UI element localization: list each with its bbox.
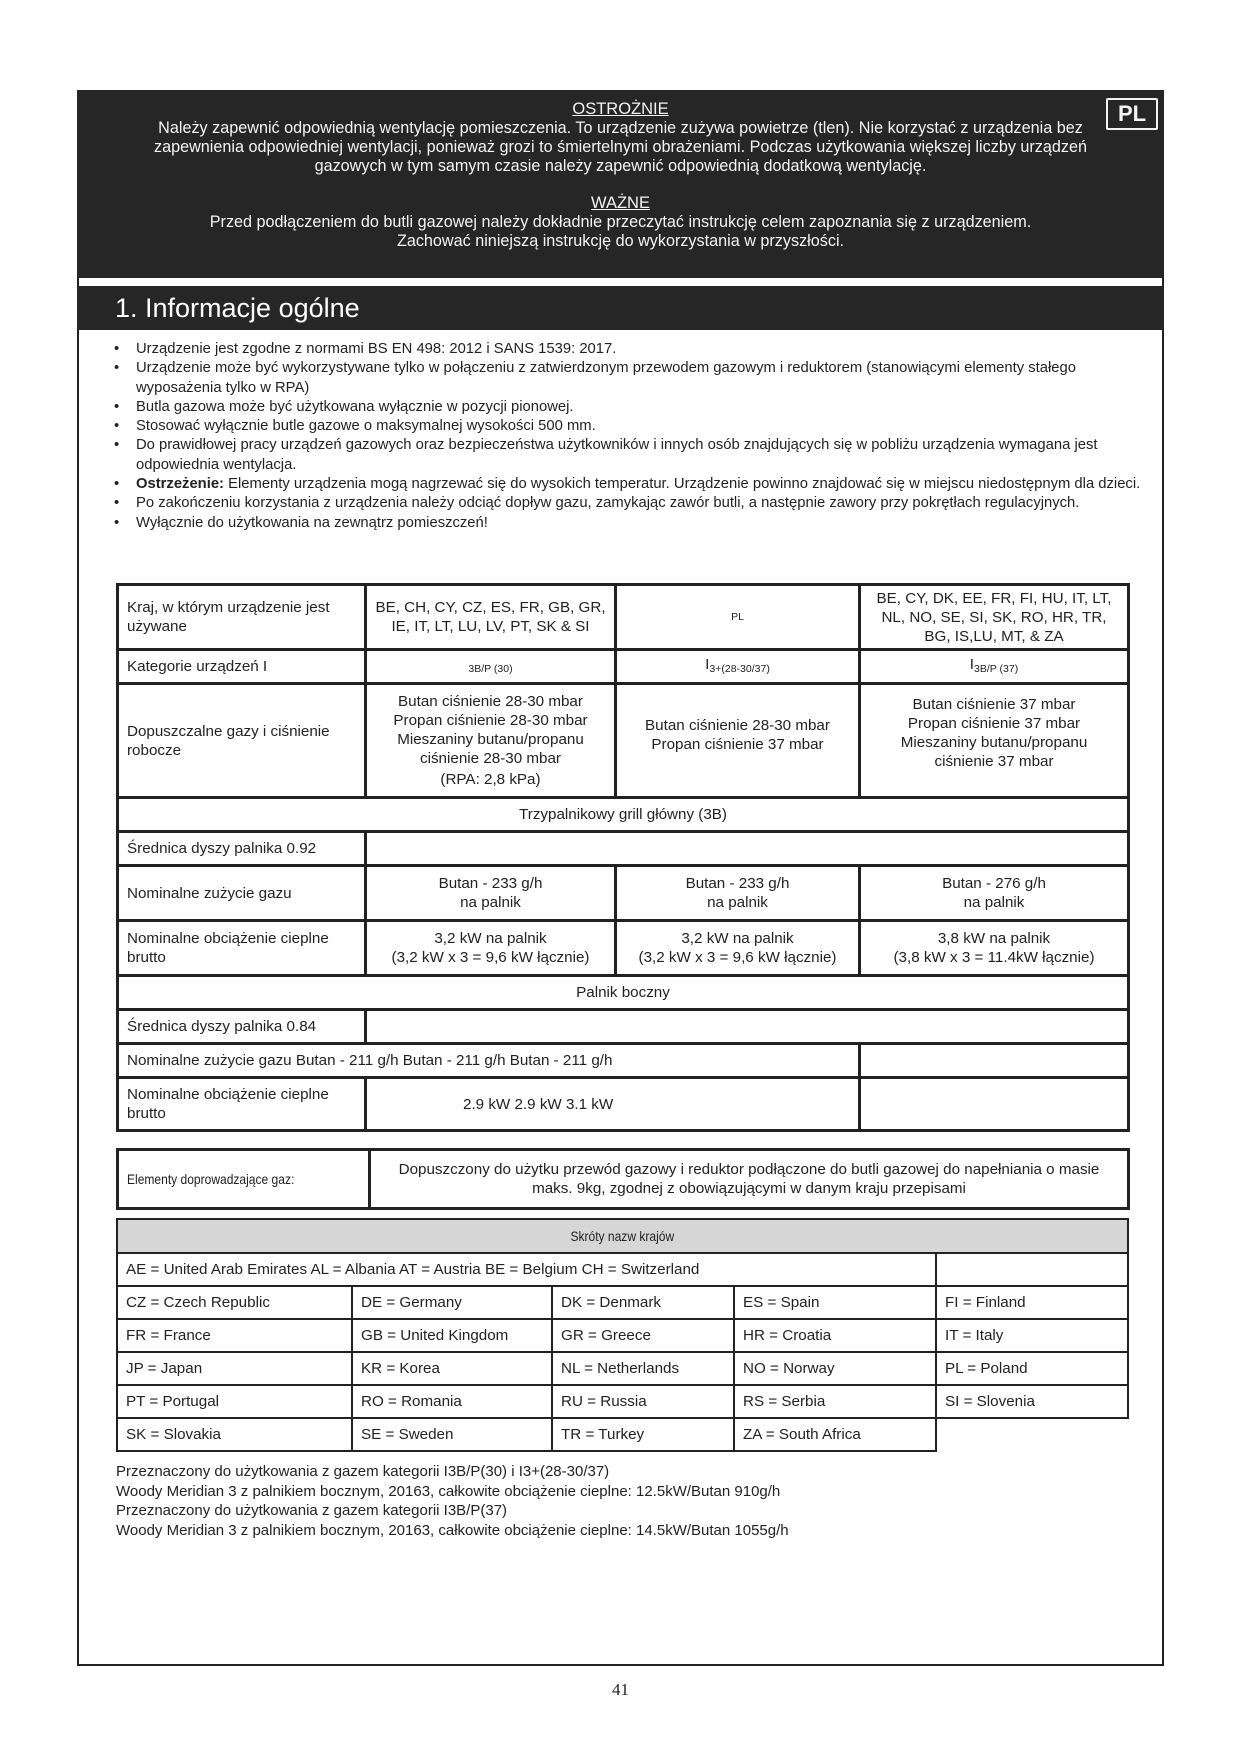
- country-code-cell: ZA = South Africa: [734, 1418, 936, 1451]
- general-info-list: [112, 340, 1152, 533]
- country-codes-table: [116, 1218, 1129, 1452]
- main-nozzle-label: Średnica dyszy palnika 0.92: [118, 832, 366, 866]
- gas-feed-table: [116, 1148, 1130, 1210]
- caution-line: gazowych w tym samym czasie należy zapewnić odpowiednią dodatkową wentylację.: [314, 157, 927, 175]
- footer-note: Przeznaczony do użytkowania z gazem kategorii I3B/P(30) i I3+(28-30/37): [116, 1463, 610, 1480]
- footer-note: Woody Meridian 3 z palnikiem bocznym, 20163, całkowite obciążenie cieplne: 14.5kW/Butan 1055g/h: [116, 1521, 789, 1539]
- country-code-cell: CZ = Czech Republic: [117, 1286, 352, 1319]
- caution-line: Należy zapewnić odpowiednią wentylację pomieszczenia. To urządzenie zużywa powietrze (tlen). Nie korzystać z urządzenia bez: [158, 119, 1083, 137]
- empty-cell: [366, 1010, 1129, 1044]
- list-item: • Ostrzeżenie: Elementy urządzenia mogą nagrzewać się do wysokich temperatur. Urządzenie powinno znajdować się w miejscu niedostępnym dla dzieci.: [112, 475, 1152, 494]
- country-cell: BE, CY, DK, EE, FR, FI, HU, IT, LT, NL, NO, SE, SI, SK, RO, HR, TR, BG, IS,LU, MT, & ZA: [860, 585, 1129, 650]
- page-number: 41: [612, 1680, 629, 1699]
- side-heat-values: 2.9 kW 2.9 kW 3.1 kW: [366, 1078, 860, 1131]
- country-code-cell: JP = Japan: [117, 1352, 352, 1385]
- country-code-cell: RO = Romania: [352, 1385, 552, 1418]
- country-code-cell: DK = Denmark: [552, 1286, 734, 1319]
- category-cell: 3B/P (30): [366, 650, 616, 684]
- important-line: Zachować niniejszą instrukcję do wykorzystania w przyszłości.: [396, 232, 845, 250]
- side-heat-label: Nominalne obciążenie cieplne brutto: [118, 1078, 366, 1131]
- country-code-cell: TR = Turkey: [552, 1418, 734, 1451]
- empty-cell: [366, 832, 1129, 866]
- country-code-cell: FR = France: [117, 1319, 352, 1352]
- consumption-cell: Butan - 276 g/h na palnik: [860, 866, 1129, 921]
- country-code-cell: NL = Netherlands: [552, 1352, 734, 1385]
- heat-cell: 3,2 kW na palnik (3,2 kW x 3 = 9,6 kW łącznie): [616, 921, 860, 976]
- country-code-cell: GR = Greece: [552, 1319, 734, 1352]
- category-cell: $I_{3+(28-30/37)}$: [616, 650, 860, 684]
- gases-cell: Butan ciśnienie 37 mbar Propan ciśnienie 37 mbar Mieszaniny butanu/propanu ciśnienie 37 mbar: [860, 684, 1129, 798]
- empty-cell: [860, 1044, 1129, 1078]
- country-codes-title: Skróty nazw krajów: [117, 1219, 1128, 1253]
- consumption-cell: Butan - 233 g/h na palnik: [616, 866, 860, 921]
- country-code-cell: FI = Finland: [936, 1286, 1128, 1319]
- side-nozzle-label: Średnica dyszy palnika 0.84: [118, 1010, 366, 1044]
- country-code-cell: HR = Croatia: [734, 1319, 936, 1352]
- list-item: • Wyłącznie do użytkowania na zewnątrz pomieszczeń!: [112, 514, 1152, 533]
- country-code-cell: SI = Slovenia: [936, 1385, 1128, 1418]
- consumption-label: Nominalne zużycie gazu: [118, 866, 366, 921]
- list-item: • Butla gazowa może być użytkowana wyłącznie w pozycji pionowej.: [112, 398, 1152, 417]
- heat-cell: 3,2 kW na palnik (3,2 kW x 3 = 9,6 kW łącznie): [366, 921, 616, 976]
- main-grill-title: Trzypalnikowy grill główny (3B): [118, 798, 1129, 832]
- list-item: • Stosować wyłącznie butle gazowe o maksymalnej wysokości 500 mm.: [112, 417, 1152, 436]
- country-cell: PL: [616, 585, 860, 650]
- consumption-cell: Butan - 233 g/h na palnik: [366, 866, 616, 921]
- country-code-cell: KR = Korea: [352, 1352, 552, 1385]
- caution-title: OSTROŻNIE: [572, 100, 669, 118]
- empty-cell: [936, 1253, 1128, 1286]
- heat-cell: 3,8 kW na palnik (3,8 kW x 3 = 11.4kW łącznie): [860, 921, 1129, 976]
- country-code-cell: PT = Portugal: [117, 1385, 352, 1418]
- country-code-cell: AE = United Arab Emirates AL = Albania AT = Austria BE = Belgium CH = Switzerland: [117, 1253, 936, 1286]
- country-code-cell: PL = Poland: [936, 1352, 1128, 1385]
- category-cell: $I_{3B/P (37)}$: [860, 650, 1129, 684]
- list-item: • Do prawidłowej pracy urządzeń gazowych oraz bezpieczeństwa użytkowników i innych osób znajdujących się w pobliżu urządzenia wymagana jest odpowiednia wentylacja.: [112, 436, 1152, 475]
- footer-note: Przeznaczony do użytkowania z gazem kategorii I3B/P(37): [116, 1502, 508, 1519]
- section-title: 1. Informacje ogólne: [77, 286, 1164, 330]
- warning-block: [77, 90, 1164, 278]
- country-code-cell: RS = Serbia: [734, 1385, 936, 1418]
- gas-feed-text: Dopuszczony do użytku przewód gazowy i reduktor podłączone do butli gazowej do napełniania o masie maks. 9kg, zgodnej z obowiązującymi w danym kraju przepisami: [370, 1150, 1129, 1209]
- important-title: WAŻNE: [591, 194, 650, 212]
- country-code-cell: NO = Norway: [734, 1352, 936, 1385]
- country-code-cell: ES = Spain: [734, 1286, 936, 1319]
- footer-notes: [116, 1462, 789, 1540]
- footer-note: Woody Meridian 3 z palnikiem bocznym, 20163, całkowite obciążenie cieplne: 12.5kW/Butan 910g/h: [116, 1482, 781, 1500]
- warning-label: Ostrzeżenie:: [136, 476, 224, 493]
- list-item: • Urządzenie może być wykorzystywane tylko w połączeniu z zatwierdzonym przewodem gazowym i reduktorem (stanowiącymi elementy stałego wyposażenia tylko w RPA): [112, 359, 1152, 398]
- empty-cell: [860, 1078, 1129, 1131]
- country-label: Kraj, w którym urządzenie jest używane: [118, 585, 366, 650]
- side-burner-title: Palnik boczny: [118, 976, 1129, 1010]
- gas-feed-label: Elementy doprowadzające gaz:: [118, 1150, 370, 1209]
- gases-cell: Butan ciśnienie 28-30 mbar Propan ciśnienie 28-30 mbar Mieszaniny butanu/propanu ciśnienie 28-30 mbar (RPA: 2,8 kPa): [366, 684, 616, 798]
- caution-line: zapewnienia odpowiedniej wentylacji, ponieważ grozi to śmiertelnymi obrażeniami. Podczas użytkowania większej liczby urządzeń: [153, 138, 1088, 156]
- gases-cell: Butan ciśnienie 28-30 mbar Propan ciśnienie 37 mbar: [616, 684, 860, 798]
- country-code-cell: IT = Italy: [936, 1319, 1128, 1352]
- category-label: Kategorie urządzeń I: [118, 650, 366, 684]
- country-code-cell: SK = Slovakia: [117, 1418, 352, 1451]
- country-code-cell: RU = Russia: [552, 1385, 734, 1418]
- spec-table: [116, 583, 1130, 1132]
- empty-cell: [936, 1418, 1128, 1451]
- important-line: Przed podłączeniem do butli gazowej należy dokładnie przeczytać instrukcję celem zapoznania się z urządzeniem.: [209, 213, 1032, 231]
- country-code-cell: GB = United Kingdom: [352, 1319, 552, 1352]
- country-code-cell: SE = Sweden: [352, 1418, 552, 1451]
- language-badge: PL: [1106, 98, 1158, 130]
- list-item: • Po zakończeniu korzystania z urządzenia należy odciąć dopływ gazu, zamykając zawór butli, a następnie zawory przy pokrętłach regulacyjnych.: [112, 494, 1152, 513]
- list-item: • Urządzenie jest zgodne z normami BS EN 498: 2012 i SANS 1539: 2017.: [112, 340, 1152, 359]
- heat-label: Nominalne obciążenie cieplne brutto: [118, 921, 366, 976]
- gases-label: Dopuszczalne gazy i ciśnienie robocze: [118, 684, 366, 798]
- country-cell: BE, CH, CY, CZ, ES, FR, GB, GR, IE, IT, LT, LU, LV, PT, SK & SI: [366, 585, 616, 650]
- side-consumption-cell: Nominalne zużycie gazu Butan - 211 g/h Butan - 211 g/h Butan - 211 g/h: [118, 1044, 860, 1078]
- country-code-cell: DE = Germany: [352, 1286, 552, 1319]
